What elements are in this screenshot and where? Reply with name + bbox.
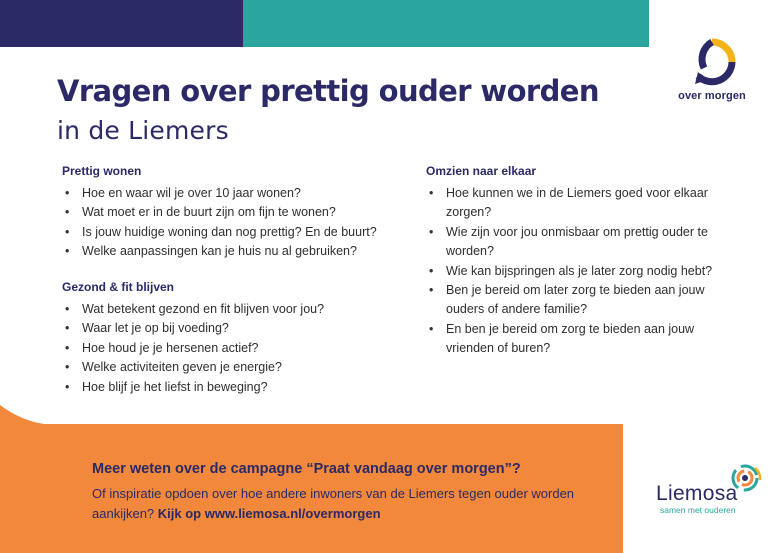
section-omzien-naar-elkaar xyxy=(426,164,736,359)
list-item: • Hoe kunnen we in de Liemers goed voor elkaar zorgen? xyxy=(426,184,736,223)
header-bar-teal xyxy=(243,0,649,47)
question-list xyxy=(426,184,736,359)
cta-title: Meer weten over de campagne “Praat vandaag over morgen”? xyxy=(92,461,521,477)
list-item: • Hoe blijf je het liefst in beweging? xyxy=(62,378,412,397)
list-item: • Wat betekent gezond en fit blijven voor jou? xyxy=(62,300,412,319)
question-list xyxy=(62,300,412,397)
section-title: Gezond & fit blijven xyxy=(62,280,175,294)
page-subtitle: in de Liemers xyxy=(57,116,229,145)
question-list xyxy=(62,184,412,262)
list-item: • Wie kan bijspringen als je later zorg nodig hebt? xyxy=(426,262,736,281)
brand-name: over morgen xyxy=(678,90,746,102)
header-bar-navy xyxy=(0,0,243,47)
list-item: • Welke aanpassingen kan je huis nu al gebruiken? xyxy=(62,242,412,261)
list-item: • Hoe houd je je hersenen actief? xyxy=(62,339,412,358)
list-item: • Wie zijn voor jou onmisbaar om prettig ouder te worden? xyxy=(426,223,736,262)
speech-bubble-tail-icon xyxy=(0,405,44,445)
list-item: • Welke activiteiten geven je energie? xyxy=(62,358,412,377)
section-title: Prettig wonen xyxy=(62,164,142,178)
list-item: • Is jouw huidige woning dan nog prettig? En de buurt? xyxy=(62,223,412,242)
speech-bubble-logo-icon xyxy=(684,36,740,88)
cta-link[interactable]: Kijk op www.liemosa.nl/overmorgen xyxy=(157,505,381,521)
list-item: • Waar let je op bij voeding? xyxy=(62,319,412,338)
liemosa-name: Liemosa xyxy=(656,482,738,505)
page-title: Vragen over prettig ouder worden xyxy=(57,74,599,108)
section-title: Omzien naar elkaar xyxy=(426,164,537,178)
over-morgen-logo xyxy=(672,36,752,102)
section-prettig-wonen xyxy=(62,164,412,262)
cta-text xyxy=(92,484,612,523)
list-item: • En ben je bereid om zorg te bieden aan jouw vrienden of buren? xyxy=(426,320,736,359)
liemosa-tagline: samen met ouderen xyxy=(660,505,736,515)
list-item: • Ben je bereid om later zorg te bieden aan jouw ouders of andere familie? xyxy=(426,281,736,320)
list-item: • Wat moet er in de buurt zijn om fijn te wonen? xyxy=(62,203,412,222)
cta-body: Of inspiratie opdoen over hoe andere inwoners van de Liemers tegen ouder worden aankijken? xyxy=(92,486,575,521)
section-gezond-fit xyxy=(62,280,412,397)
list-item: • Hoe en waar wil je over 10 jaar wonen? xyxy=(62,184,412,203)
